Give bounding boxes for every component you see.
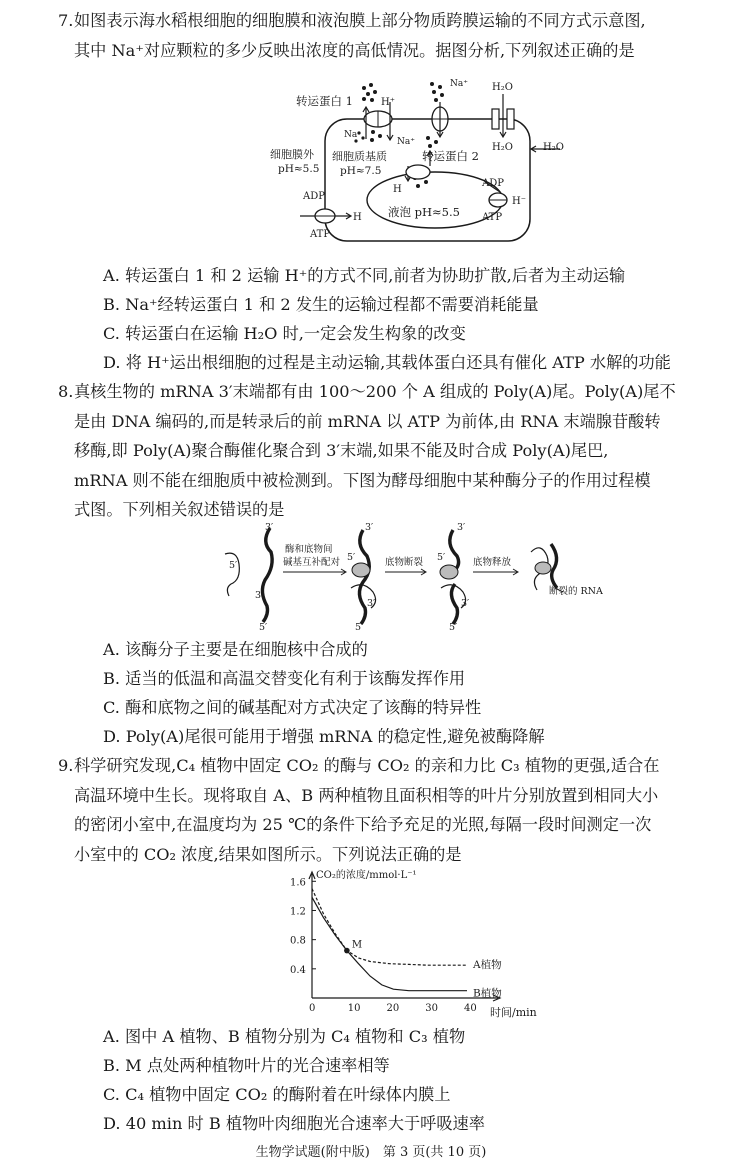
label-h2o-top: H₂O: [492, 82, 513, 93]
q8-step2: 底物断裂: [385, 557, 424, 568]
q8-step1-line2: 碱基互补配对: [283, 557, 341, 568]
q7-number: 7.: [58, 11, 74, 30]
q9-stem: [58, 751, 730, 869]
q7-cell-diagram: [260, 74, 580, 244]
label-na-left: Na: [344, 130, 358, 140]
substrate-strand-1: [262, 528, 272, 622]
q9-stem-line4: 小室中的 CO₂ 浓度,结果如图所示。下列说法正确的是: [74, 844, 462, 864]
q8-label-3prime-1: 3′: [265, 522, 274, 533]
q8-label-5prime-3: 5′: [437, 552, 446, 563]
q9-number: 9.: [58, 756, 74, 775]
q8-stem-line4: mRNA 则不能在细胞质中被检测到。下图为酵母细胞中某种酶分子的作用过程模: [74, 470, 651, 490]
q8-option-d: D. Poly(A)尾很可能用于增强 mRNA 的稳定性,避免被酶降解: [103, 727, 545, 746]
chart-point-m: [344, 948, 350, 954]
label-h-top: H⁺: [381, 97, 395, 108]
chart-y-tick-label: 0.8: [290, 935, 306, 947]
label-outside-cell: 细胞膜外: [270, 148, 314, 161]
label-h2o-out: H₂O: [543, 142, 564, 153]
q8-label-3prime-3: 3′: [457, 522, 466, 533]
q8-option-a: A. 该酶分子主要是在细胞核中合成的: [103, 640, 368, 659]
q8-step3: 底物释放: [473, 557, 512, 568]
q8-option-b: B. 适当的低温和高温交替变化有利于该酶发挥作用: [103, 669, 466, 688]
q7-option-a: A. 转运蛋白 1 和 2 运输 H⁺的方式不同,前者为协助扩散,后者为主动运输: [103, 266, 626, 285]
label-h2o-in: H₂O: [492, 142, 513, 153]
q9-option-a: A. 图中 A 植物、B 植物分别为 C₄ 植物和 C₃ 植物: [103, 1027, 466, 1046]
chart-y-tick-label: 1.2: [290, 906, 306, 918]
label-outside-ph: pH≈5.5: [278, 163, 320, 175]
q8-stem-line1: 真核生物的 mRNA 3′末端都有由 100～200 个 A 组成的 Poly(A)尾。Poly(A)尾不: [74, 382, 676, 401]
aquaporin: [492, 109, 499, 129]
q8-number: 8.: [58, 382, 74, 401]
chart-point-m-label: M: [351, 939, 363, 951]
label-adp-right: ADP: [482, 178, 504, 189]
chart-x-tick-label: 0: [309, 1003, 316, 1014]
label-na-inner: Na⁺: [397, 137, 415, 147]
label-vacuole: 液泡 pH≈5.5: [388, 205, 460, 219]
q8-label-3prime-2: 3′: [365, 522, 374, 533]
q8-stem-line2: 是由 DNA 编码的,而是转录后的前 mRNA 以 ATP 为前体,由 RNA 末端腺苷酸转: [74, 411, 661, 431]
q7-stem-line1: 如图表示海水稻根细胞的细胞膜和液泡膜上部分物质跨膜运输的不同方式示意图,: [74, 11, 646, 30]
q9-co2-chart: [280, 866, 550, 1022]
chart-x-tick-label: 40: [464, 1003, 477, 1014]
q8-stem-line3: 移酶,即 Poly(A)聚合酶催化聚合到 3′末端,如果不能及时合成 Poly(A)尾巴,: [74, 441, 609, 460]
q8-label-3prime-1b: 3′: [255, 590, 264, 601]
label-h-left: H: [353, 212, 362, 223]
transport-protein-2: [406, 165, 430, 179]
q8-label-3prime-3b: 3′: [461, 598, 470, 609]
chart-y-axis-label: CO₂的浓度/mmol·L⁻¹: [316, 870, 417, 881]
q7-option-d: D. 将 H⁺运出根细胞的过程是主动运输,其载体蛋白还具有催化 ATP 水解的功能: [103, 353, 671, 372]
q8-enzyme-diagram: [215, 522, 625, 634]
label-atp-left: ATP: [310, 229, 331, 240]
label-atp-right: ATP: [482, 212, 503, 223]
label-na-top: Na⁺: [450, 79, 468, 89]
label-cytoplasm-ph: pH≈7.5: [340, 165, 382, 177]
q9-option-c: C. C₄ 植物中固定 CO₂ 的酶附着在叶绿体内膜上: [103, 1085, 451, 1104]
label-adp-left: ADP: [303, 191, 325, 202]
q8-option-c: C. 酶和底物之间的碱基配对方式决定了该酶的特异性: [103, 698, 482, 717]
chart-x-tick-label: 20: [386, 1003, 400, 1014]
substrate-strand-3b: [451, 584, 457, 624]
q8-stem-line5: 式图。下列相关叙述错误的是: [74, 500, 285, 519]
chart-legend-a: A植物: [473, 959, 502, 972]
substrate-strand-3a: [450, 530, 459, 570]
paired-region-2: [352, 563, 370, 577]
q7-option-c: C. 转运蛋白在运输 H₂O 时,一定会发生构象的改变: [103, 324, 466, 343]
q8-label-5prime-1b: 5′: [259, 622, 268, 633]
label-transport-protein-1: 转运蛋白 1: [296, 94, 353, 108]
chart-y-tick-label: 0.4: [290, 964, 306, 976]
q9-stem-line2: 高温环境中生长。现将取自 A、B 两种植物且面积相等的叶片分别放置到相同大小: [74, 785, 659, 805]
q9-stem-line1: 科学研究发现,C₄ 植物中固定 CO₂ 的酶与 CO₂ 的亲和力比 C₃ 植物的更强,适合在: [74, 756, 660, 775]
q7-stem: [58, 6, 730, 65]
chart-x-tick-label: 10: [347, 1003, 361, 1014]
chart-series-line-a: [312, 889, 467, 966]
q8-stem: [58, 377, 730, 525]
page-footer: 生物学试题(附中版) 第 3 页(共 10 页): [255, 1145, 487, 1160]
broken-rna: [551, 544, 557, 588]
q9-stem-line3: 的密闭小室中,在温度均为 25 ℃的条件下给予充足的光照,每隔一段时间测定一次: [74, 815, 652, 834]
chart-y-tick-label: 1.6: [290, 877, 306, 889]
q7-stem-line2: 其中 Na⁺对应颗粒的多少反映出浓度的高低情况。据图分析,下列叙述正确的是: [74, 40, 635, 60]
q7-option-b: B. Na⁺经转运蛋白 1 和 2 发生的运输过程都不需要消耗能量: [103, 295, 539, 314]
label-cytoplasm: 细胞质基质: [332, 150, 387, 163]
q8-label-5prime-1: 5′: [229, 560, 238, 571]
chart-x-tick-label: 30: [425, 1003, 438, 1014]
label-h-vacuole: H: [393, 184, 402, 195]
chart-series-line-b: [312, 897, 467, 990]
chart-x-axis-label: 时间/min: [490, 1006, 537, 1019]
q8-product: 断裂的 RNA: [549, 586, 603, 597]
q8-label-5prime-2: 5′: [347, 552, 356, 563]
label-h-right: H⁻: [512, 196, 526, 207]
q8-label-3prime-2b: 3′: [367, 598, 376, 609]
q8-label-5prime-3b: 5′: [449, 622, 458, 633]
label-transport-protein-2: 转运蛋白 2: [422, 149, 479, 163]
q9-option-b: B. M 点处两种植物叶片的光合速率相等: [103, 1056, 390, 1075]
q8-step1-line1: 酶和底物间: [285, 544, 333, 555]
q9-option-d: D. 40 min 时 B 植物叶肉细胞光合速率大于呼吸速率: [103, 1114, 485, 1133]
q8-label-5prime-2b: 5′: [355, 622, 364, 633]
chart-legend-b: B植物: [473, 987, 502, 1000]
